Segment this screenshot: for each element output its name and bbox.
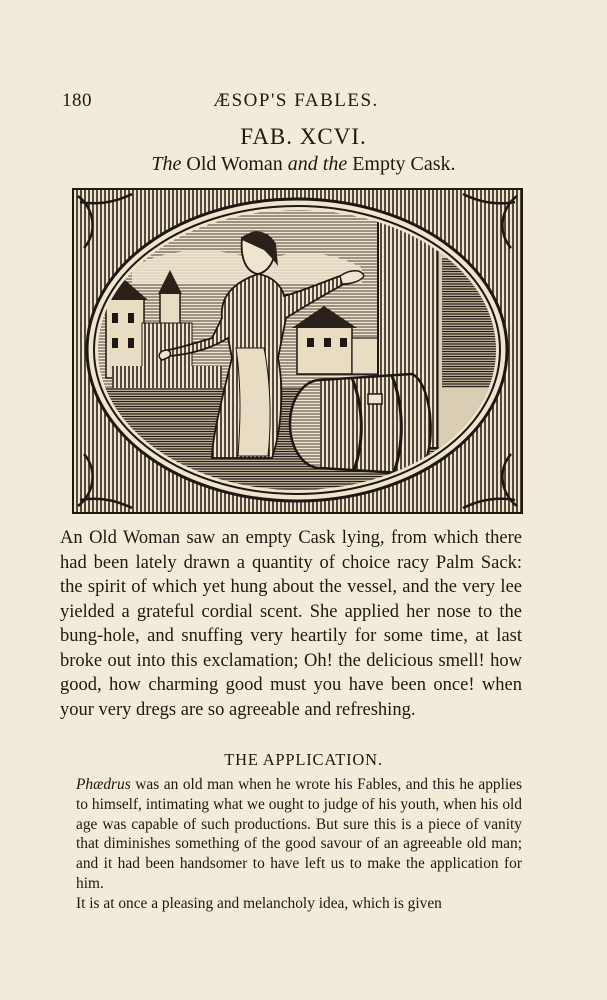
application-lead-word: Phædrus (76, 776, 131, 793)
fable-title-italic-2: and the (287, 153, 348, 175)
application-text (76, 775, 522, 914)
fable-title-italic-1: The (151, 153, 182, 175)
page-number: 180 (62, 90, 92, 111)
application-heading: THE APPLICATION. (224, 750, 383, 769)
application-paragraph-1-text: was an old man when he wrote his Fables, and this he applies to himself, intimating what we ought to judge of his youth, when his old age was capable of such productions. But sure this is a piece of vanity that diminishes something of the good savour of an agreeable old man; and it had been handsomer to have left us to make the application for him. (76, 776, 522, 892)
fable-title-roman-1: Old Woman (181, 153, 288, 175)
application-paragraph-2: It is at once a pleasing and melancholy idea, which is given (76, 894, 442, 912)
running-head (62, 90, 530, 116)
fable-title (0, 153, 607, 176)
fable-number: FAB. XCVI. (240, 124, 367, 149)
fable-text: An Old Woman saw an empty Cask lying, from which there had been lately drawn a quantity of choice racy Palm Sack: the spirit of which yet hung about the vessel, and the very lee yielded a grateful cordial scent. She applied her nose to the bung-hole, and snuffing very heartily for some time, at last broke out into this exclamation; Oh! the delicious smell! how good, how charming good must you have been once! when your very dregs are so agreeable and refreshing. (60, 528, 522, 720)
book-title: ÆSOP'S FABLES. (213, 90, 379, 111)
woodcut-illustration (72, 188, 523, 514)
application-paragraph-1 (76, 775, 522, 894)
fable-title-roman-2: Empty Cask. (347, 153, 456, 175)
